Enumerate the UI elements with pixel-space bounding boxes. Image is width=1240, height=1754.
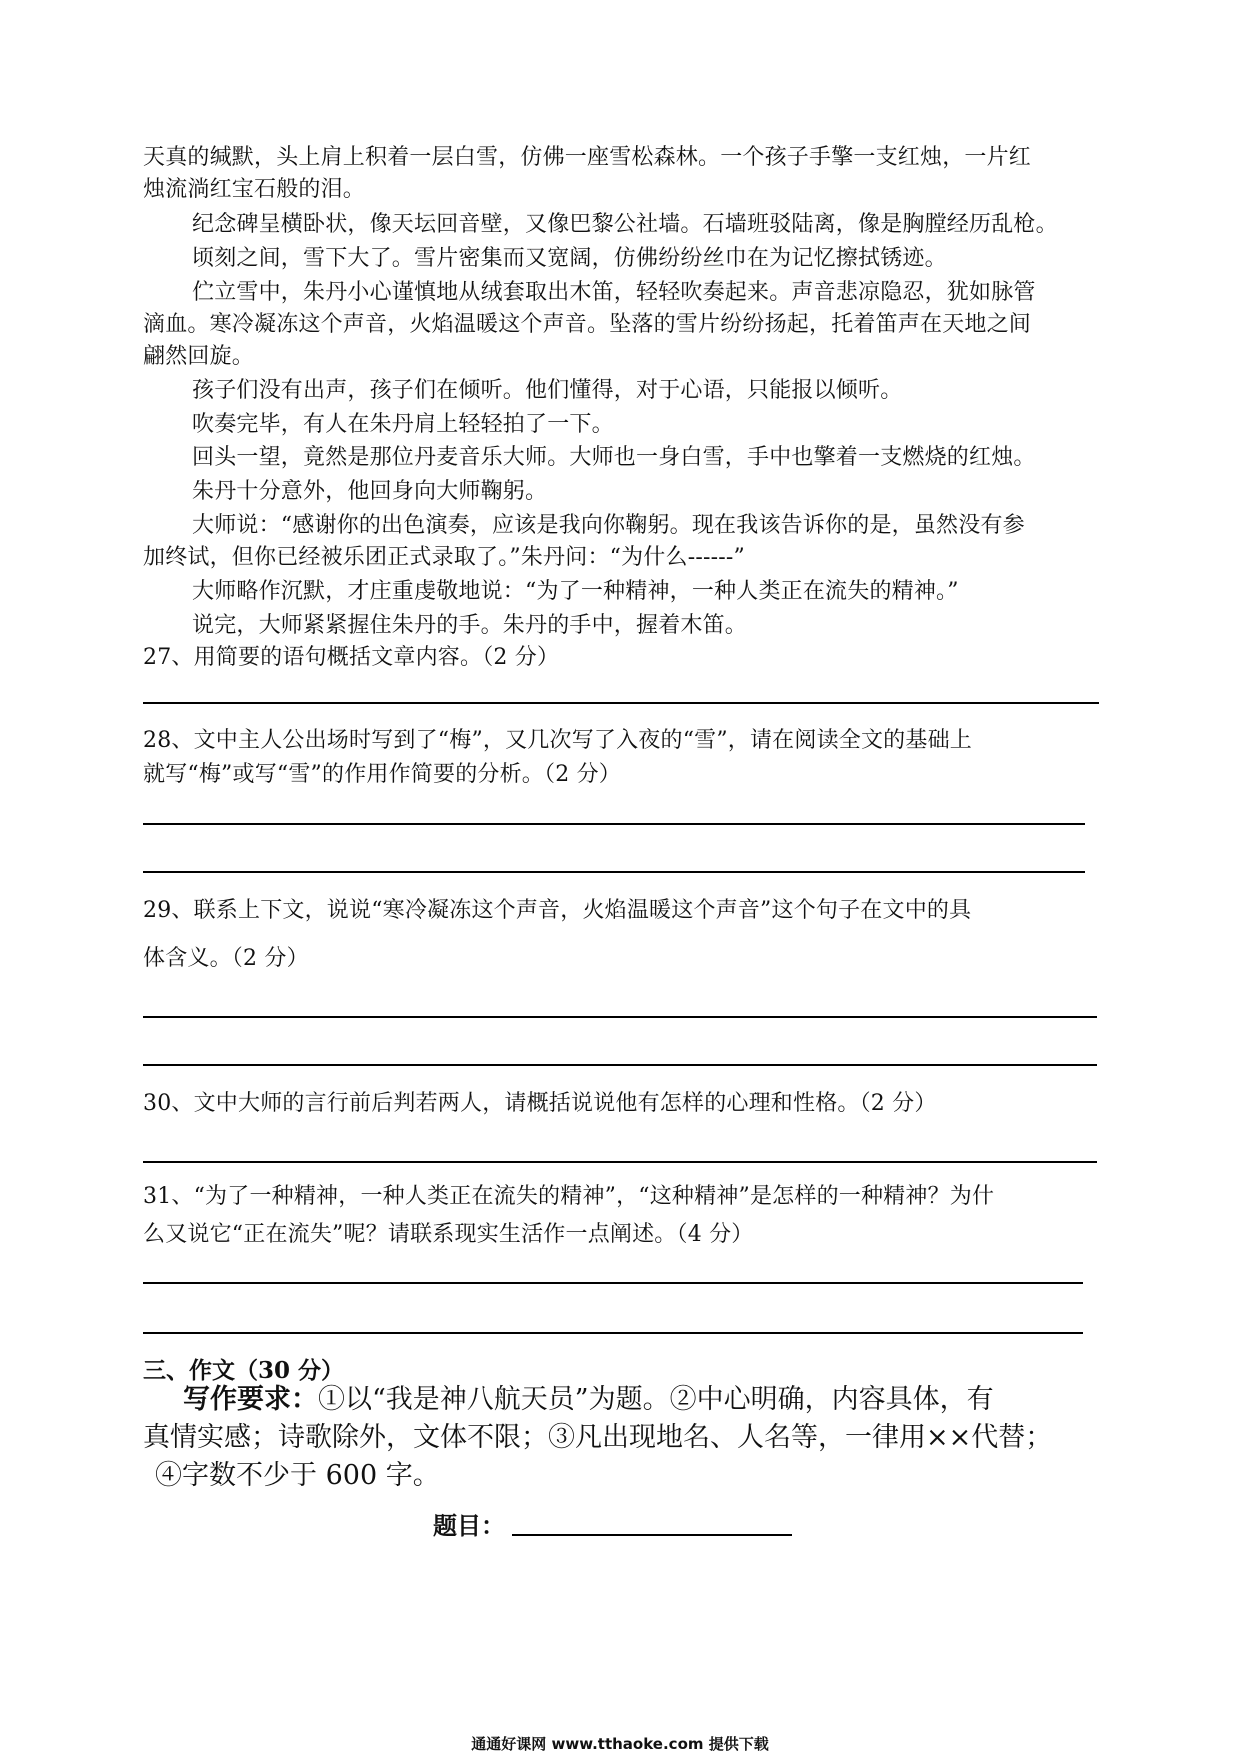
passage-line: 说完，大师紧紧握住朱丹的手。朱丹的手中，握着木笛。 — [192, 613, 748, 638]
passage-line: 大师略作沉默，才庄重虔敬地说：“为了一种精神，一种人类正在流失的精神。” — [192, 579, 959, 604]
answer-line-29a[interactable] — [143, 1016, 1097, 1018]
answer-line-27[interactable] — [143, 702, 1099, 704]
answer-line-29b[interactable] — [143, 1064, 1097, 1066]
passage-line: 伫立雪中，朱丹小心谨慎地从绒套取出木笛，轻轻吹奏起来。声音悲凉隐忍，犹如脉管 — [192, 280, 1036, 305]
composition-section-title: 三、作文（30 分） — [143, 1357, 345, 1384]
question-27: 27、用简要的语句概括文章内容。（2 分） — [143, 645, 560, 670]
question-28: 就写“梅”或写“雪”的作用作简要的分析。（2 分） — [143, 762, 621, 787]
page-footer: 通通好课网 www.tthaoke.com 提供下载 — [471, 1735, 769, 1753]
composition-requirement: ④字数不少于 600 字。 — [155, 1460, 440, 1491]
passage-line: 大师说：“感谢你的出色演奏，应该是我向你鞠躬。现在我该告诉你的是，虽然没有参 — [192, 513, 1025, 538]
passage-line: 加终试，但你已经被乐团正式录取了。”朱丹问：“为什么------” — [143, 545, 745, 570]
requirement-label: 写作要求： — [183, 1384, 318, 1415]
passage-line: 滴血。寒冷凝冻这个声音，火焰温暖这个声音。坠落的雪片纷纷扬起，托着笛声在天地之间 — [143, 312, 1032, 337]
answer-line-28b[interactable] — [143, 871, 1085, 873]
question-29: 29、联系上下文，说说“寒冷凝冻这个声音，火焰温暖这个声音”这个句子在文中的具 — [143, 898, 972, 923]
title-blank[interactable] — [512, 1534, 792, 1536]
composition-requirement — [183, 1382, 994, 1418]
answer-line-28a[interactable] — [143, 823, 1085, 825]
title-label: 题目： — [433, 1511, 505, 1540]
passage-line: 孩子们没有出声，孩子们在倾听。他们懂得，对于心语，只能报以倾听。 — [192, 378, 903, 403]
passage-line: 吹奏完毕，有人在朱丹肩上轻轻拍了一下。 — [192, 412, 614, 437]
passage-line: 朱丹十分意外，他回身向大师鞠躬。 — [192, 479, 548, 504]
passage-line: 天真的缄默，头上肩上积着一层白雪，仿佛一座雪松森林。一个孩子手擎一支红烛，一片红 — [143, 145, 1032, 170]
question-31: 31、“为了一种精神，一种人类正在流失的精神”，“这种精神”是怎样的一种精神？为什 — [143, 1184, 995, 1209]
passage-line: 顷刻之间，雪下大了。雪片密集而又宽阔，仿佛纷纷丝巾在为记忆擦拭锈迹。 — [192, 246, 947, 271]
question-28: 28、文中主人公出场时写到了“梅”，又几次写了入夜的“雪”，请在阅读全文的基础上 — [143, 728, 972, 753]
question-31: 么又说它“正在流失”呢？请联系现实生活作一点阐述。（4 分） — [143, 1222, 754, 1247]
answer-line-30[interactable] — [143, 1161, 1097, 1163]
passage-line: 纪念碑呈横卧状，像天坛回音壁，又像巴黎公社墙。石墙班驳陆离，像是胸膛经历乱枪。 — [192, 212, 1058, 237]
answer-line-31a[interactable] — [143, 1282, 1083, 1284]
composition-requirement: 真情实感；诗歌除外，文体不限；③凡出现地名、人名等，一律用××代替； — [143, 1422, 1053, 1453]
question-30: 30、文中大师的言行前后判若两人，请概括说说他有怎样的心理和性格。（2 分） — [143, 1091, 937, 1116]
requirement-text: ①以“我是神八航天员”为题。②中心明确，内容具体，有 — [318, 1384, 994, 1415]
question-29: 体含义。（2 分） — [143, 946, 309, 971]
passage-line: 烛流淌红宝石般的泪。 — [143, 177, 366, 202]
passage-line: 翩然回旋。 — [143, 344, 255, 369]
answer-line-31b[interactable] — [143, 1332, 1083, 1334]
passage-line: 回头一望，竟然是那位丹麦音乐大师。大师也一身白雪，手中也擎着一支燃烧的红烛。 — [192, 445, 1036, 470]
